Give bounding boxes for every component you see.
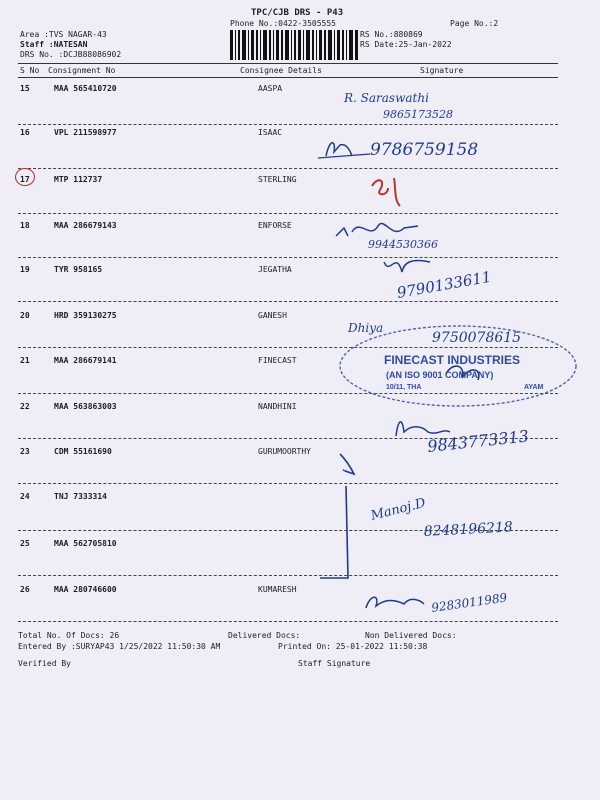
drs-number: DRS No. :DCJB88086902 bbox=[20, 50, 122, 59]
printed-on: Printed On: 25-01-2022 11:50:38 bbox=[278, 642, 428, 651]
row-divider bbox=[18, 301, 558, 302]
stamp-line-4: AYAM bbox=[524, 384, 544, 391]
row-divider bbox=[18, 257, 558, 258]
phone-row-20: 9750078615 bbox=[432, 330, 522, 346]
row-sno: 20 bbox=[20, 311, 30, 320]
row-consignment: MAA 563863003 bbox=[54, 402, 117, 411]
row-sno: 15 bbox=[20, 84, 30, 93]
row-consignment: MAA 286679143 bbox=[54, 221, 117, 230]
row-consignee: JEGATHA bbox=[258, 265, 292, 274]
row-divider bbox=[18, 213, 558, 214]
header-rule-bottom bbox=[18, 77, 558, 78]
row-divider bbox=[18, 347, 558, 348]
delivered-docs: Delivered Docs: bbox=[228, 631, 301, 640]
rs-number: RS No.:880869 bbox=[360, 30, 423, 39]
row-divider bbox=[18, 483, 558, 484]
row-consignee: ISAAC bbox=[258, 128, 283, 137]
table-row bbox=[0, 447, 600, 491]
col-consignee: Consignee Details bbox=[240, 66, 322, 75]
row-divider bbox=[18, 124, 558, 125]
table-row bbox=[0, 311, 600, 355]
area-label: Area :TVS NAGAR-43 bbox=[20, 30, 107, 39]
row-divider bbox=[18, 393, 558, 394]
phone-row-24: 8248196218 bbox=[423, 519, 514, 540]
entered-by: Entered By :SURYAP43 1/25/2022 11:50:30 AM bbox=[18, 642, 221, 651]
row-consignment: TYR 958165 bbox=[54, 265, 103, 274]
row-sno: 17 bbox=[20, 175, 30, 184]
row-consignment: VPL 211598977 bbox=[54, 128, 117, 137]
phone-number: Phone No.:0422-3505555 bbox=[230, 19, 336, 28]
table-row bbox=[0, 128, 600, 172]
row-divider bbox=[18, 438, 558, 439]
phone-row-22: 9843773313 bbox=[426, 426, 530, 456]
row-sno: 18 bbox=[20, 221, 30, 230]
row-sno: 26 bbox=[20, 585, 30, 594]
row-consignee: FINECAST bbox=[258, 356, 297, 365]
phone-row-26: 9283011989 bbox=[430, 590, 509, 615]
signature-row-15: R. Saraswathi bbox=[344, 91, 429, 105]
signature-row-20: Dhiya bbox=[348, 321, 384, 335]
row-consignee: GURUMOORTHY bbox=[258, 447, 311, 456]
row-consignment: MAA 562705810 bbox=[54, 539, 117, 548]
table-row bbox=[0, 402, 600, 446]
stamp-line-3: 10/11, THA bbox=[386, 384, 422, 391]
row-consignment: MTP 112737 bbox=[54, 175, 103, 184]
row-sno: 22 bbox=[20, 402, 30, 411]
row-consignee: ENFORSE bbox=[258, 221, 292, 230]
verified-by: Verified By bbox=[18, 659, 71, 668]
stamp-line-2: (AN ISO 9001 COMPANY) bbox=[386, 370, 494, 380]
header-rule-top bbox=[18, 63, 558, 64]
row-consignee: STERLING bbox=[258, 175, 297, 184]
phone-row-16: 9786759158 bbox=[370, 140, 479, 160]
phone-row-15: 9865173528 bbox=[383, 108, 453, 121]
staff-signature: Staff Signature bbox=[298, 659, 371, 668]
row-consignee: NANDHINI bbox=[258, 402, 297, 411]
row-divider bbox=[18, 575, 558, 576]
staff-name: Staff :NATESAN bbox=[20, 40, 88, 49]
red-circle-mark bbox=[15, 168, 35, 186]
signature-row-24: Manoj.D bbox=[369, 495, 428, 524]
col-sno: S No bbox=[20, 66, 40, 75]
row-sno: 21 bbox=[20, 356, 30, 365]
barcode bbox=[230, 30, 358, 60]
row-consignment: MAA 280746600 bbox=[54, 585, 117, 594]
total-docs: Total No. Of Docs: 26 bbox=[18, 631, 120, 640]
row-divider bbox=[18, 530, 558, 531]
table-row bbox=[0, 221, 600, 265]
row-sno: 23 bbox=[20, 447, 30, 456]
col-consignment: Consignment No bbox=[48, 66, 116, 75]
rs-date: RS Date:25-Jan-2022 bbox=[360, 40, 452, 49]
row-consignee: GANESH bbox=[258, 311, 287, 320]
row-divider bbox=[18, 168, 558, 169]
row-sno: 24 bbox=[20, 492, 30, 501]
page-number: Page No.:2 bbox=[450, 19, 499, 28]
phone-row-19: 9790133611 bbox=[395, 267, 493, 302]
row-sno: 16 bbox=[20, 128, 30, 137]
row-sno: 25 bbox=[20, 539, 30, 548]
row-divider bbox=[18, 621, 558, 622]
row-consignee: AASPA bbox=[258, 84, 283, 93]
non-delivered-docs: Non Delivered Docs: bbox=[365, 631, 457, 640]
table-row bbox=[0, 539, 600, 583]
table-row bbox=[0, 265, 600, 309]
col-signature: Signature bbox=[420, 66, 464, 75]
row-consignee: KUMARESH bbox=[258, 585, 297, 594]
row-consignment: TNJ 7333314 bbox=[54, 492, 107, 501]
sheet-title: TPC/CJB DRS - P43 bbox=[251, 8, 344, 18]
table-row bbox=[0, 84, 600, 128]
row-consignment: CDM 55161690 bbox=[54, 447, 112, 456]
phone-row-18: 9944530366 bbox=[368, 238, 438, 251]
stamp-line-1: FINECAST INDUSTRIES bbox=[384, 353, 521, 367]
row-consignment: MAA 286679141 bbox=[54, 356, 117, 365]
row-sno: 19 bbox=[20, 265, 30, 274]
row-consignment: HRD 359130275 bbox=[54, 311, 117, 320]
row-consignment: MAA 565410720 bbox=[54, 84, 117, 93]
table-row bbox=[0, 585, 600, 629]
